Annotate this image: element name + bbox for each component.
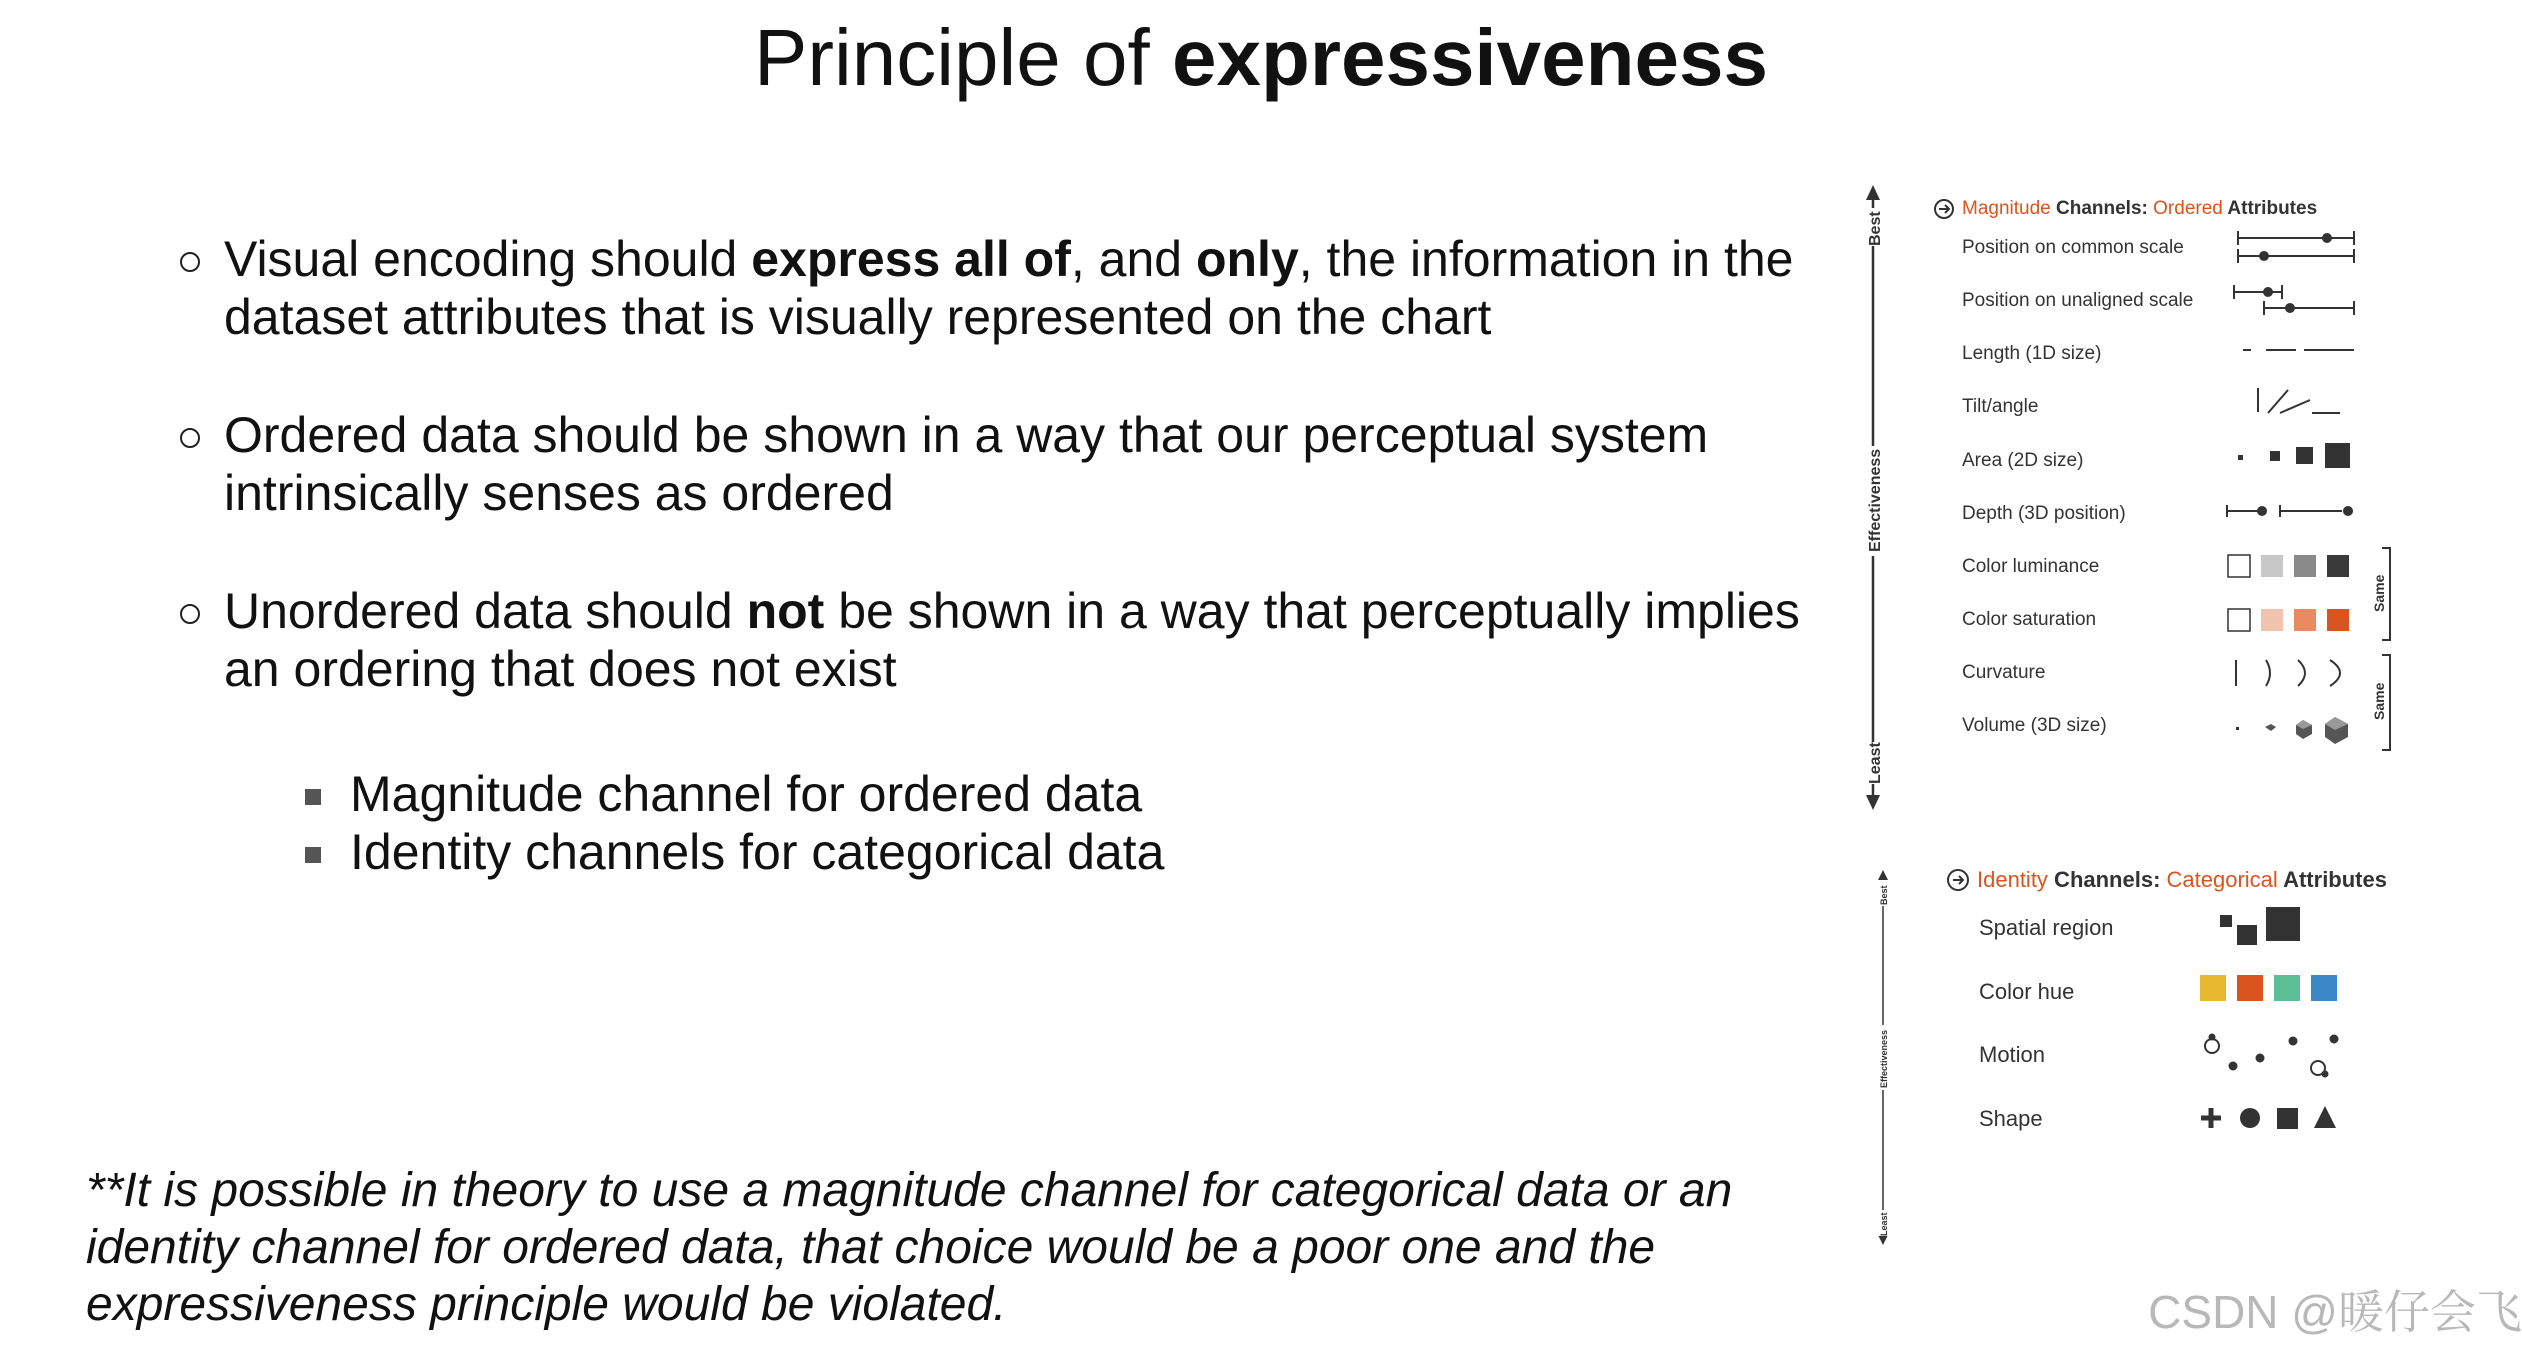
watermark: CSDN @暖仔会飞 <box>2148 1286 2522 1338</box>
axis-least-label: Least <box>1867 742 1884 784</box>
magnitude-row-label: Tilt/angle <box>1962 396 2039 417</box>
tilt-glyph <box>2258 388 2340 413</box>
footnote: **It is possible in theory to use a magnitude channel for categorical data or an identity channel for ordered data, that choice would be a poor one and the expressiveness principle would be violated. <box>86 1164 1733 1331</box>
magnitude-row-label: Position on common scale <box>1962 237 2184 258</box>
magnitude-row-label: Depth (3D position) <box>1962 503 2126 524</box>
square-icon <box>2277 1108 2298 1129</box>
circle-icon <box>2240 1108 2260 1128</box>
unaligned-scale-glyph <box>2234 285 2354 315</box>
magnitude-row-label: Length (1D size) <box>1962 343 2102 364</box>
identity-row-label: Spatial region <box>1979 915 2114 940</box>
arrow-down-icon <box>1866 795 1880 810</box>
sub-bullet-item: Identity channels for categorical data <box>300 823 1164 881</box>
axis-least-label: Least <box>1879 1212 1889 1236</box>
bullet-text: be shown in a way that perceptually implies an ordering that does not exist <box>224 583 1800 697</box>
bullet-text: Ordered data should be shown in a way that our perceptual system intrinsically senses as ordered <box>224 407 1709 521</box>
depth-glyph <box>2227 505 2352 517</box>
magnitude-row-label: Color saturation <box>1962 609 2097 630</box>
identity-row-label: Motion <box>1979 1042 2046 1067</box>
same-label: Same <box>2371 574 2387 612</box>
axis-effectiveness-label: Effectiveness <box>1879 1029 1889 1088</box>
magnitude-panel-header: Magnitude Channels: Ordered Attributes <box>1962 198 2318 219</box>
triangle-icon <box>2314 1106 2336 1128</box>
identity-row-label: Shape <box>1979 1106 2043 1131</box>
magnitude-row-label: Volume (3D size) <box>1962 715 2107 736</box>
identity-row-label: Color hue <box>1979 979 2075 1004</box>
arrow-up-icon <box>1878 870 1888 880</box>
motion-glyph <box>2205 1034 2338 1077</box>
axis-best-label: Best <box>1879 885 1889 905</box>
axis-best-label: Best <box>1867 211 1884 246</box>
magnitude-channels-panel <box>1862 185 2390 810</box>
bullet-bold-text: not <box>746 583 825 639</box>
bullet-bold-text: express all of <box>751 231 1071 287</box>
title-normal: Principle of <box>754 13 1172 102</box>
bullet-text: Unordered data should <box>224 583 747 639</box>
plus-icon <box>2201 1108 2221 1128</box>
bullet-text: , the information in the dataset attributes that is visually represented on the chart <box>224 231 1794 345</box>
bullet-text: , and <box>1070 231 1196 287</box>
volume-glyph <box>2236 717 2348 744</box>
bullet-text: Visual encoding should <box>224 231 752 287</box>
magnitude-row-label: Color luminance <box>1962 556 2100 577</box>
common-scale-glyph <box>2238 231 2354 263</box>
color-hue-glyph <box>2200 975 2337 1001</box>
magnitude-row-label: Position on unaligned scale <box>1962 290 2194 311</box>
shape-glyph <box>2201 1106 2336 1129</box>
arrow-up-icon <box>1866 185 1880 200</box>
bullet-bold-text: only <box>1195 231 1299 287</box>
same-label: Same <box>2371 682 2387 720</box>
title-bold: expressiveness <box>1171 13 1768 102</box>
area-glyph <box>2238 443 2350 468</box>
identity-panel-header: Identity Channels: Categorical Attributes <box>1977 867 2387 892</box>
magnitude-row-label: Area (2D size) <box>1962 450 2084 471</box>
sub-bullet-item: Magnitude channel for ordered data <box>300 765 1164 823</box>
axis-effectiveness-label: Effectiveness <box>1867 448 1884 552</box>
identity-channels-panel <box>1876 867 2387 1245</box>
saturation-glyph <box>2228 609 2349 631</box>
magnitude-row-label: Curvature <box>1962 662 2046 683</box>
curvature-glyph <box>2236 660 2340 686</box>
luminance-glyph <box>2228 555 2349 577</box>
spatial-region-glyph <box>2220 907 2300 945</box>
